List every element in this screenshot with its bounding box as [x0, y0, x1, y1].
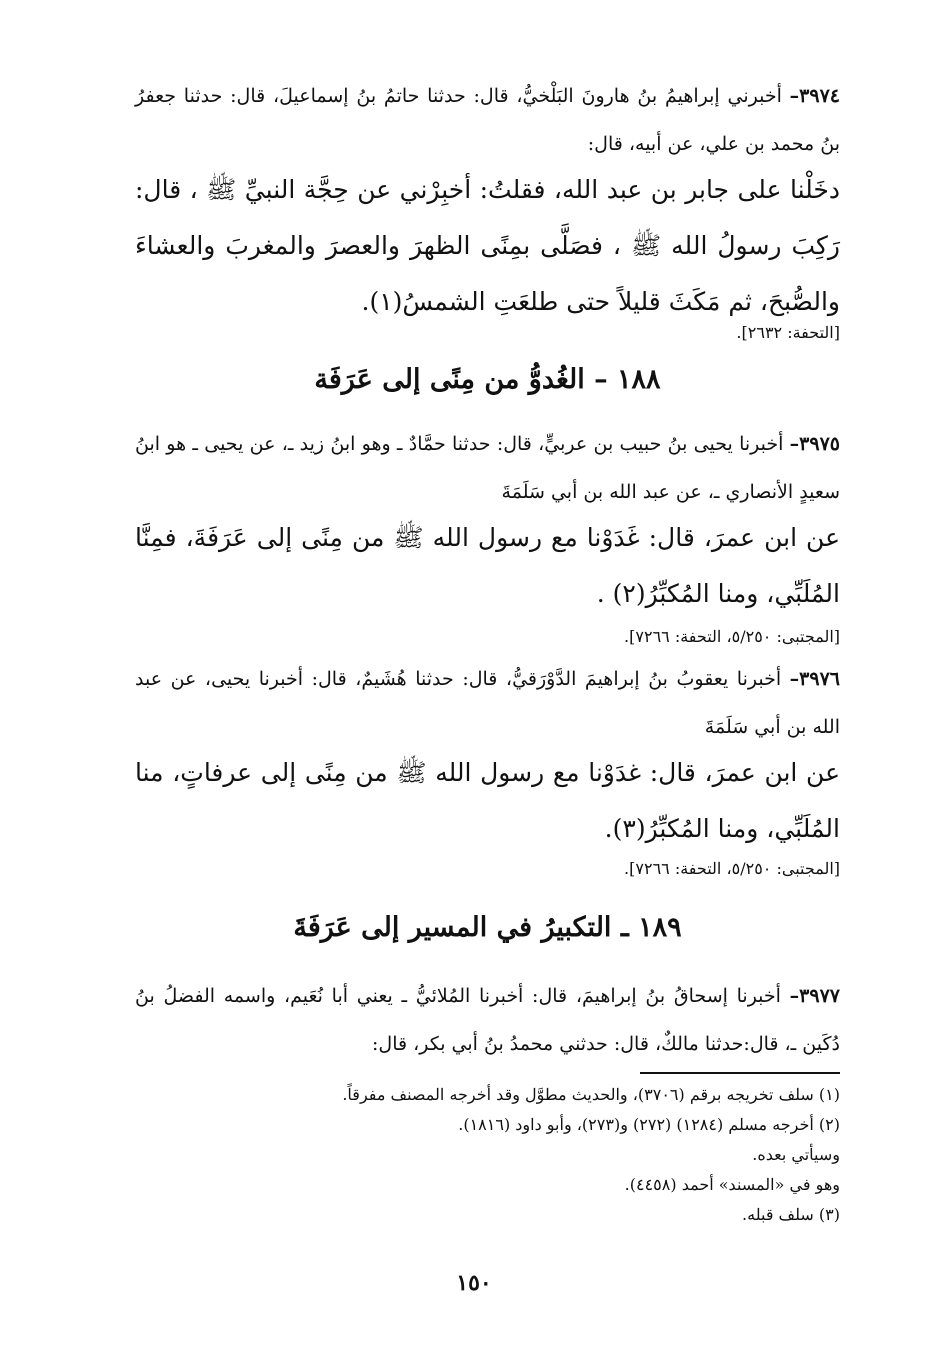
hadith-3975-isnad: [135, 420, 840, 516]
hadith-3975-matn: عن ابن عمرَ، قال: غَدَوْنا مع رسول الله ﷺ من مِنًى إلى عَرَفَةَ، فمِنَّا المُلَبِّي، ومنا المُكبِّرُ(٢) .: [135, 523, 840, 608]
page-number: ١٥٠: [456, 1270, 492, 1296]
chapter-189-title: ١٨٩ ـ التكبيرُ في المسير إلى عَرَفَةَ: [293, 912, 682, 943]
isnad-text: أخبرنا إسحاقُ بنُ إبراهيمَ، قال: أخبرنا المُلائيُّ ـ يعني أبا نُعَيم، واسمه الفضلُ بنُ دُكَين ـ، قال:حدثنا مالكٌ، قال: حدثني محمدُ بنُ أبي بكر، قال:: [135, 985, 840, 1055]
footnote-2-cont: وسيأتي بعده.: [752, 1145, 840, 1164]
footnote-1: (١) سلف تخريجه برقم (٣٧٠٦)، والحديث مطوَّل وقد أخرجه المصنف مفرقاً.: [342, 1085, 840, 1104]
hadith-3976-matn: عن ابن عمرَ، قال: غدَوْنا مع رسول الله ﷺ من مِنًى إلى عرفاتٍ، منا المُلَبِّي، ومنا المُكبِّرُ(٣).: [135, 758, 840, 843]
hadith-number: ٣٩٧٥–: [789, 433, 840, 455]
hadith-3975-ref: [المجتبى: ٥/٢٥٠، التحفة: ٧٢٦٦].: [624, 627, 840, 646]
isnad-text: أخبرنا يعقوبُ بنُ إبراهيمَ الدَّوْرَقيُّ، قال: حدثنا هُشَيمٌ، قال: أخبرنا يحيى، عن عبد الله بن أبي سَلَمَةَ: [135, 668, 840, 738]
isnad-text: أخبرنا يحيى بنُ حبيب بن عربيٍّ، قال: حدثنا حمَّادٌ ـ وهو ابنُ زيد ـ، عن يحيى ـ هو ابنُ سعيدٍ الأنصاري ـ، عن عبد الله بن أبي سَلَمَةَ: [135, 433, 840, 503]
hadith-3974-isnad: [135, 72, 840, 168]
hadith-3974-ref: [التحفة: ٢٦٣٢].: [736, 323, 840, 342]
hadith-3977-isnad: [135, 972, 840, 1068]
footnote-2: (٢) أخرجه مسلم (١٢٨٤) (٢٧٢) و(٢٧٣)، وأبو داود (١٨١٦).: [458, 1115, 840, 1134]
footnote-2-cont: وهو في «المسند» أحمد (٤٤٥٨).: [624, 1175, 840, 1194]
hadith-number: ٣٩٧٧–: [789, 985, 840, 1007]
hadith-3976-ref: [المجتبى: ٥/٢٥٠، التحفة: ٧٢٦٦].: [624, 859, 840, 878]
footnote-3: (٣) سلف قبله.: [742, 1205, 840, 1224]
chapter-188-title: ١٨٨ – الغُدوُّ من مِنًى إلى عَرَفَة: [314, 364, 661, 395]
hadith-number: ٣٩٧٦–: [789, 668, 840, 690]
isnad-text: أخبرني إبراهيمُ بنُ هارونَ البَلْخيُّ، قال: حدثنا حاتمُ بنُ إسماعيلَ، قال: حدثنا جعفرُ بنُ محمد بن علي، عن أبيه، قال:: [135, 85, 840, 155]
footnote-divider: [640, 1072, 840, 1074]
hadith-3976-isnad: [135, 655, 840, 751]
hadith-3974-matn: دخَلْنا على جابر بن عبد الله، فقلتُ: أخبِرْني عن حِجَّة النبيِّ ﷺ ، قال: رَكِبَ رسولُ الله ﷺ ، فصَلَّى بمِنًى الظهرَ والعصرَ والمغربَ والعشاءَ والصُّبحَ، ثم مَكَثَ قليلاً حتى طلعَتِ الشمسُ(١).: [135, 175, 840, 316]
hadith-number: ٣٩٧٤–: [789, 85, 840, 107]
